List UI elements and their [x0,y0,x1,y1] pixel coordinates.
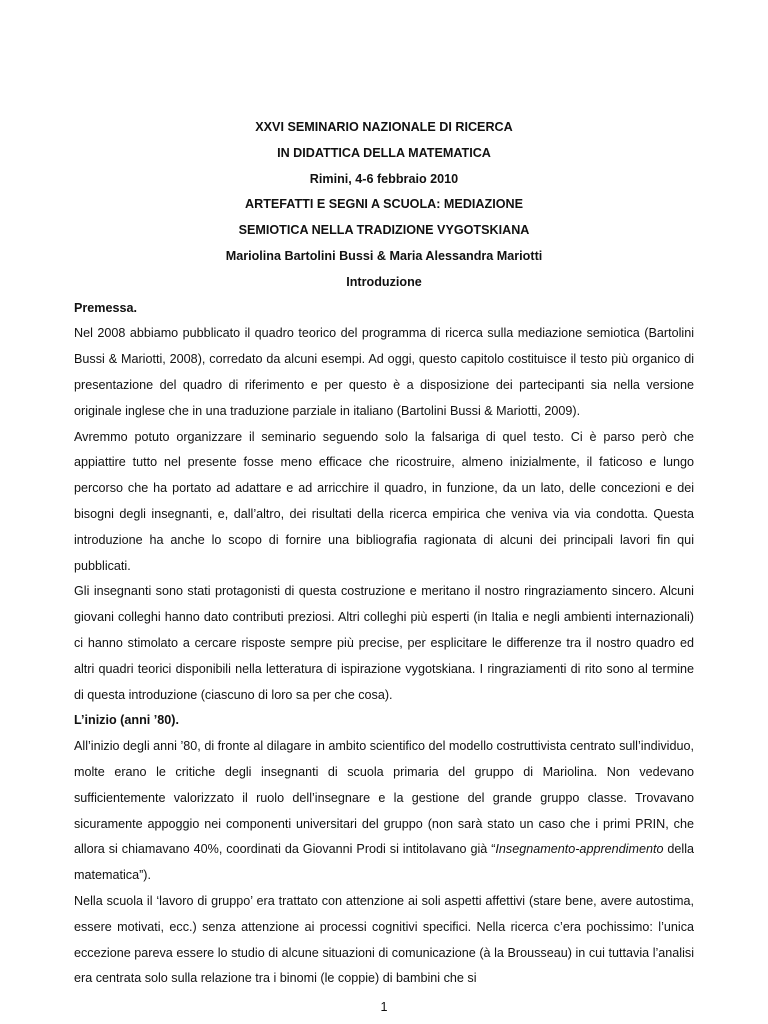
heading-premessa: Premessa. [74,300,138,315]
paragraph-inizio-2: Nella scuola il ‘lavoro di gruppo’ era trattato con attenzione ai soli aspetti affettivi (stare bene, avere autostima, essere motivati, ecc.) senza attenzione ai processi cognitivi specifici. Nella ricerca c’era pochissimo: l’unica eccezione pareva essere lo studio di alcune situazioni di comunicazione (à la Brousseau) in cui tuttavia l’analisi era centrata solo sulla relazione tra i binomi (le coppie) di bambini che si [74,893,694,986]
paragraph-premessa-3: Gli insegnanti sono stati protagonisti di questa costruzione e meritano il nostro ringraziamento sincero. Alcuni giovani colleghi hanno dato contributi preziosi. Altri colleghi più esperti (in Italia e negli ambienti internazionali) ci hanno stimolato a cercare risposte sempre più precise, per esplicitare le differenze tra il nostro quadro ed altri quadri teorici disponibili nella letteratura di ispirazione vygotskiana. I ringraziamenti di rito sono al termine di questa introduzione (ciascuno di loro sa per che cosa). [74,584,694,702]
document-page [74,115,694,992]
title-block [74,115,694,296]
page-number: 1 [380,1000,388,1014]
authors: Mariolina Bartolini Bussi & Maria Alessandra Mariotti [225,248,543,263]
paragraph-premessa-1: Nel 2008 abbiamo pubblicato il quadro teorico del programma di ricerca sulla mediazione semiotica (Bartolini Bussi & Mariotti, 2008), corredato da alcuni esempi. Ad oggi, questo capitolo costituisce il testo più organico di presentazione del quadro di riferimento e per questo è a disposizione dei partecipanti sia nella versione originale inglese che in una traduzione parziale in italiano (Bartolini Bussi & Mariotti, 2009). [74,326,694,418]
seminar-title: XXVI SEMINARIO NAZIONALE DI RICERCA [255,120,513,134]
heading-inizio: L’inizio (anni ’80). [74,713,179,728]
paper-title-line-2: SEMIOTICA NELLA TRADIZIONE VYGOTSKIANA [238,223,530,238]
paragraph-inizio-1 [74,734,694,889]
seminar-location-date: Rimini, 4-6 febbraio 2010 [309,171,459,186]
seminar-subtitle: IN DIDATTICA DELLA MATEMATICA [277,145,491,160]
paragraph-premessa-2: Avremmo potuto organizzare il seminario seguendo solo la falsariga di quel testo. Ci è parso però che appiattire tutto nel presente fosse meno efficace che ricostruire, almeno inizialmente, il faticoso e lungo percorso che ha portato ad adattare e ad arricchire il quadro, in funzione, da un lato, delle concezioni e dei bisogni degli insegnanti, e, dall’altro, dei risultati della ricerca empirica che veniva via via condotta. Questa introduzione ha anche lo scopo di fornire una bibliografia ragionata di alcuni dei principali lavori fin qui pubblicati. [74,429,694,573]
paragraph-inizio-1-end: della matematica”). [74,842,695,883]
paper-title-line-1: ARTEFATTI E SEGNI A SCUOLA: MEDIAZIONE [245,197,523,212]
italic-title-insegnamento: Insegnamento-apprendimento [495,842,664,857]
section-title-introduzione: Introduzione [346,274,422,289]
paragraph-inizio-1-text: All’inizio degli anni ’80, di fronte al dilagare in ambito scientifico del modello costruttivista centrato sull’individuo, molte erano le critiche degli insegnanti di scuola primaria del gruppo di Mariolina. Non vedevano sufficientemente valorizzato il ruolo dell’insegnare e la gestione del grande gruppo classe. Trovavano sicuramente appoggio nei componenti universitari del gruppo (non sarà stato un caso che i primi PRIN, che allora si chiamavano 40%, coordinati da Giovanni Prodi si intitolavano già “ [74,739,694,857]
